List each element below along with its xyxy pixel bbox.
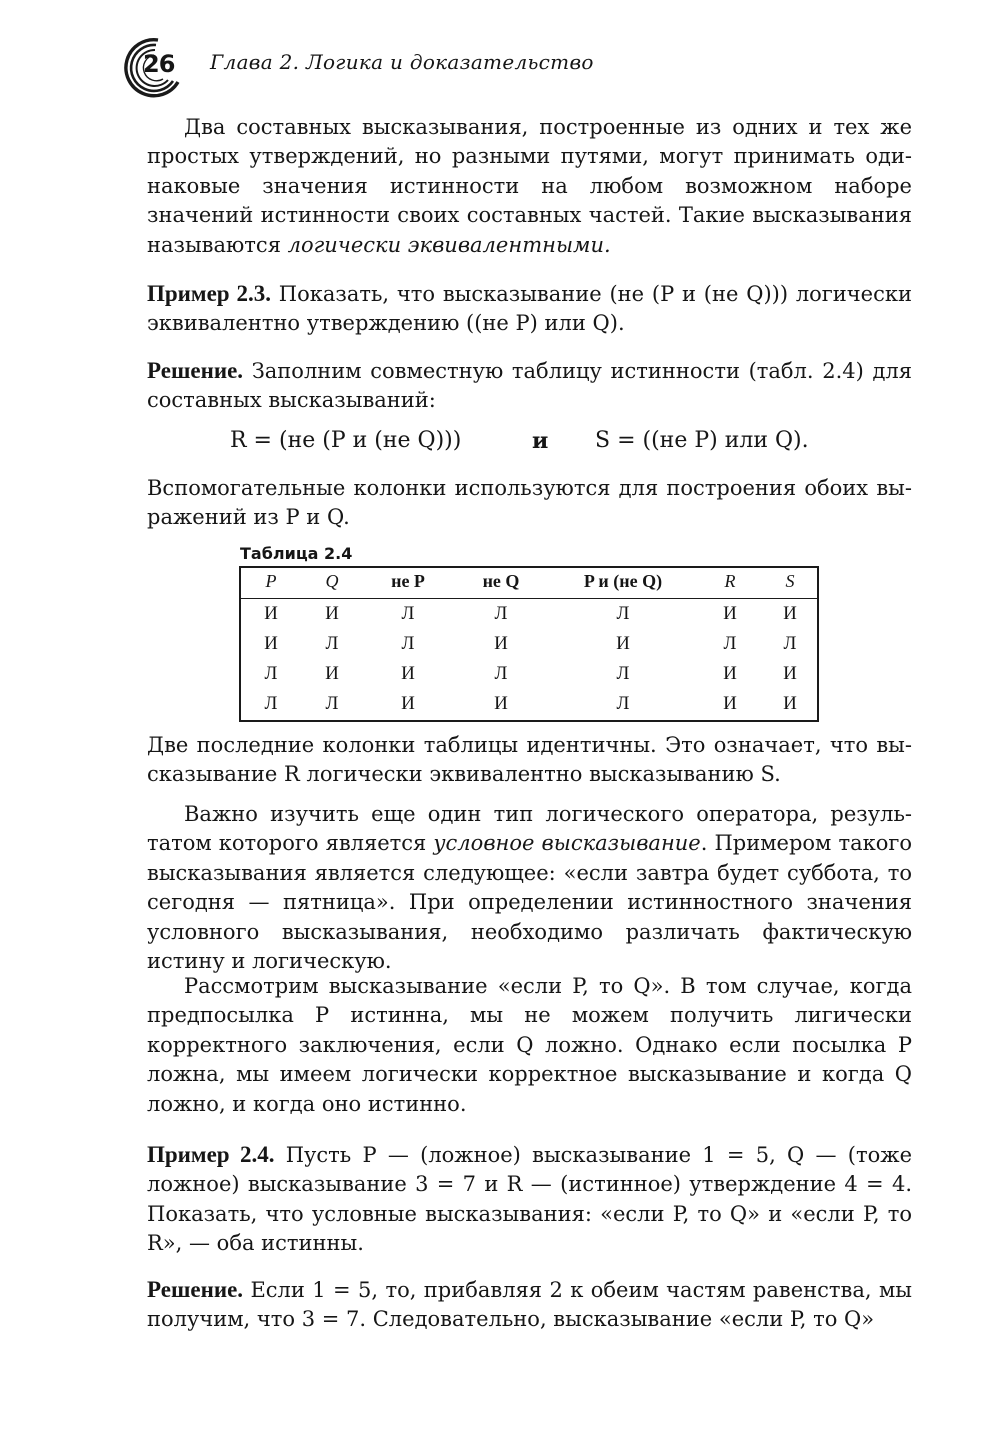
truth-table	[239, 566, 819, 722]
solution-2-text: Если 1 = 5, то, прибавляя 2 к обеим частям равенства, мы получим, что 3 = 7. Следовательно, высказывание «если P, то Q»	[147, 1278, 912, 1332]
table-cell: И	[783, 663, 797, 684]
table-row	[241, 600, 817, 630]
paragraph-consider	[147, 972, 912, 1119]
page-number: 26	[143, 50, 175, 78]
header-cell: не Q	[482, 571, 520, 591]
header-cell: P и (не Q)	[583, 571, 663, 591]
table-cell: Л	[401, 633, 415, 654]
table-cell: И	[401, 693, 415, 714]
table-cell: Л	[325, 693, 339, 714]
table-cell: Л	[783, 633, 797, 654]
table-cell: Л	[616, 663, 630, 684]
table-cell: И	[783, 693, 797, 714]
header-cell: P	[265, 571, 277, 591]
table-row	[241, 690, 817, 720]
example-2-3-label: Пример 2.3.	[147, 281, 271, 306]
table-cell: И	[401, 663, 415, 684]
example-2-4-text: Пусть P — (ложное) высказывание 1 = 5, Q — (тоже ложное) высказывание 3 = 7 и R — (истинное) утверждение 4 = 4. Показать, что условные высказывания: «если P, то Q» и «если P, то R», — оба истинны.	[147, 1143, 913, 1256]
table-header-row	[241, 568, 817, 599]
table-cell: И	[616, 633, 630, 654]
table-cell: Л	[616, 693, 630, 714]
table-caption: Таблица 2.4	[240, 544, 353, 563]
identical-text: Две последние колонки таблицы идентичны. Это означает, что высказывание R логически эквивалентно высказыванию S.	[147, 733, 912, 787]
header-cell: R	[724, 571, 736, 591]
table-cell: Л	[723, 633, 737, 654]
conditional-text-2: . Примером такого высказывания является следующее: «если завтра будет суббота, то сегодня — пятница». При определении истинностного значения условного высказывания, необходимо различать фактическую истину и логическую.	[147, 831, 912, 974]
example-2-4	[147, 1140, 912, 1259]
conditional-text-1: Важно изучить еще один тип логического оператора, результатом которого является	[147, 802, 912, 856]
paragraph-conditional	[147, 800, 912, 976]
formula-connector: и	[532, 428, 549, 454]
formula-line	[147, 428, 912, 460]
example-2-3-text: Показать, что высказывание (не (P и (не Q))) логически эквивалентно утверждению ((не P) или Q).	[147, 282, 912, 336]
aux-columns-text: Вспомогательные колонки используются для построения обоих выражений из P и Q.	[147, 476, 912, 530]
table-cell: Л	[494, 663, 508, 684]
table-row	[241, 660, 817, 690]
table-cell: И	[723, 603, 737, 624]
table-cell: И	[264, 603, 278, 624]
table-cell: Л	[494, 603, 508, 624]
page-header	[118, 34, 918, 98]
consider-text: Рассмотрим высказывание «если P, то Q». В том случае, когда предпосылка P истинна, мы не можем получить лигически корректного заключения, если Q ложно. Однако если посылка P ложна, мы имеем логически корректное высказывание и когда Q ложно, и когда оно истинно.	[147, 974, 912, 1116]
table-cell: Л	[325, 633, 339, 654]
example-2-4-label: Пример 2.4.	[147, 1142, 275, 1167]
table-cell: И	[723, 693, 737, 714]
table-cell: Л	[401, 603, 415, 624]
header-cell: S	[785, 571, 795, 591]
table-cell: И	[723, 663, 737, 684]
table-cell: И	[325, 663, 339, 684]
paragraph-aux-columns	[147, 474, 912, 533]
formula-s: S = ((не P) или Q).	[595, 428, 809, 453]
table-cell: И	[494, 633, 508, 654]
conditional-term: условное высказывание	[433, 831, 701, 856]
table-cell: Л	[264, 663, 278, 684]
table-cell: И	[783, 603, 797, 624]
table-cell: И	[325, 603, 339, 624]
formula-r: R = (не (P и (не Q)))	[230, 428, 462, 453]
example-2-3	[147, 279, 912, 339]
table-cell: Л	[264, 693, 278, 714]
header-cell: не P	[391, 571, 425, 591]
solution-1-label: Решение.	[147, 358, 244, 383]
intro-term: логически эквивалентными.	[287, 232, 611, 257]
solution-2-label: Решение.	[147, 1277, 244, 1302]
chapter-title: Глава 2. Логика и доказательство	[210, 50, 594, 74]
paragraph-identical	[147, 731, 912, 790]
solution-1-text: Заполним совместную таблицу истинности (табл. 2.4) для составных высказываний:	[147, 359, 912, 413]
header-cell: Q	[325, 571, 339, 591]
table-row	[241, 630, 817, 660]
solution-2	[147, 1275, 912, 1335]
intro-text: Два составных высказывания, построенные из одних и тех же простых утверждений, но разными путями, могут принимать одинаковые значения истинности на любом возможном наборе значений истинности своих составных частей. Такие высказывания называются	[147, 115, 912, 257]
table-cell: Л	[616, 603, 630, 624]
paragraph-intro	[147, 113, 912, 260]
solution-1	[147, 356, 912, 416]
table-cell: И	[264, 633, 278, 654]
table-cell: И	[494, 693, 508, 714]
